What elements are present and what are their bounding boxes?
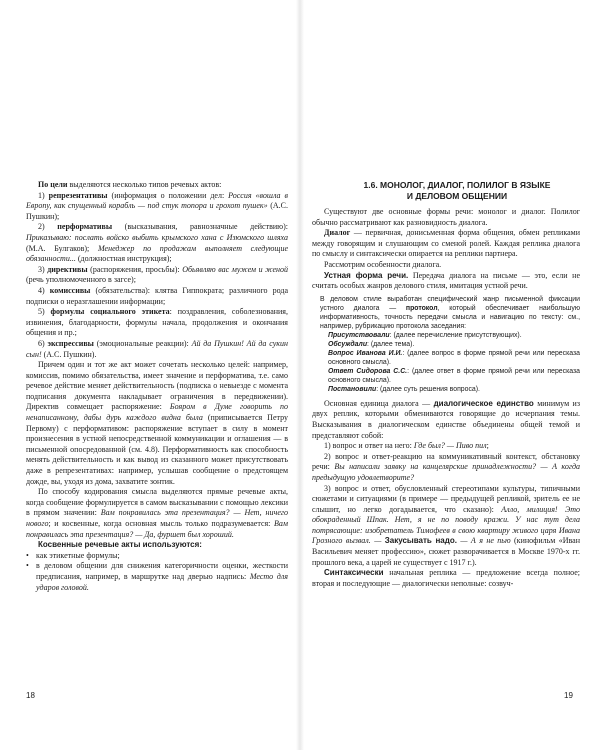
left-page: [26, 180, 288, 593]
indirect-acts-list: [26, 551, 288, 593]
protocol-note: [312, 295, 580, 394]
list-item: • как этикетные формулы;: [26, 551, 288, 562]
list-item-directives: 3) директивы (распоряжения, просьбы): Обьявляю вас мужем и женой (речь уполномоченного в загсе);: [26, 264, 288, 285]
paragraph-forms: Существуют две основные формы речи: монолог и диалог. Полилог обычно рассматривают как разновидность диалога.: [312, 207, 580, 227]
protocol-item: Ответ Сидорова С.С.: (далее ответ в форме прямой речи или пересказа основного смысла).: [328, 367, 580, 384]
list-item-expressives: 6) экспрессивы (эмоциональные реакции): Ай да Пушкин! Ай да сукин сын! (А.С. Пушкин).: [26, 338, 289, 359]
page-number-left: 18: [26, 691, 35, 700]
page-number-right: 19: [564, 691, 573, 700]
paragraph-multiple-goals: Причем один и тот же акт может сочетать несколько целей: например, комиссив, помимо обязательства, имеет значение и перформатива, т.е. само речевое действие меняет действительность (подписка о невыезде с момента подписания документа накладывает ограничения в передвижении). Директив совмещает распоряжение: Бояром в Думе говорить по ненаписанному, дабы дурь каждого видна была (приписывается Петру Первому) с перформативом: распоряжение вступает в силу в момент произнесения в устной непосредственной коммуникации и оглашения — в письменной опосредованной (см. 4.8). Перформативность как способность менять действительность и как вывод из сказанного может присутствовать даже в репрезентативах: например, услышав сообщение о предстоящем дожде, вы, уходя из дома, захватите зонтик.: [26, 360, 289, 486]
types-intro: По цели выделяются несколько типов речевых актов:: [38, 180, 222, 189]
paragraph-coding-method: По способу кодирования смысла выделяются прямые речевые акты, когда сообщение формулируется в самом высказывании с помощью лексики в прямом значении: Вам понравилась эта презентация? — Нет, ничего нового; и косвенные, когда основная мысль только подразумевается: Вам понравилась эта презентация? — Да, фуршет был хороший.: [26, 487, 288, 539]
list-item-social-etiquette: 5) формулы социального этикета: поздравления, соболезнования, извинения, благодарности, формулы начала, продолжения и окончания общения и пр.;: [26, 307, 288, 338]
book-gutter: [296, 0, 304, 750]
dialog-type-2: 2) вопрос и ответ-реакцию на коммуникативный контекст, обстановку речи: Вы написали заявку на канцелярские принадлежности? — А когда предыдущую удовлетворите?: [312, 451, 580, 482]
section-heading: 1.6. МОНОЛОГ, ДИАЛОГ, ПОЛИЛОГ В ЯЗЫКЕ И ДЕЛОВОМ ОБЩЕНИИ: [363, 180, 551, 201]
dialog-type-3: 3) вопрос и ответ, обусловленный стереотипами культуры, типичными сюжетами и ситуациями (в примере — предыдущей репликой, зритель ее не слышит, но легко догадывается, что сказано): Алло, милиция! Это обокраденный Шпак. Нет, я не по поводу кражи. У нас тут дела потрясающие: изобретатель Тимофеев в свою квартиру живого царя Ивана Грозного вызвал. — Закусывать надо. — А я не пью (кинофильм «Иван Васильевич меняет профессию», сюжет разворачивается в Москве 1970-х гг. прошлого века, а царей не существует с 1917 г.).: [312, 483, 580, 567]
protocol-item: Постановили: (далее суть решения вопроса).: [328, 385, 480, 393]
paragraph-oral-form: Устная форма речи. Передача диалога на письме — это, если не считать особых жанров делового стиля, имитация устной речи.: [312, 270, 581, 291]
protocol-item: Обсуждали: (далее тема).: [328, 340, 415, 348]
list-item-commissives: 4) комиссивы (обязательства): клятва Гиппократа; различного рода подписки о неразглашении информации;: [26, 285, 288, 306]
paragraph-features: Рассмотрим особенности диалога.: [324, 259, 442, 269]
indirect-acts-heading: Косвенные речевые акты используются:: [38, 540, 202, 550]
paragraph-syntax: Синтаксически начальная реплика — предложение всегда полное; вторая и последующие — диалогически неполные: созвуч-: [312, 568, 580, 588]
paragraph-dialog-unit: Основная единица диалога — диалогическое единство минимум из двух реплик, которыми обмениваются говорящие до исчерпания темы. Высказывания в диалогическом единстве объединены общей темой и представляют собой:: [312, 398, 581, 440]
list-item: • в деловом общении для снижения категоричности оценки, жесткости предписания, например, в маршрутке над дверью надпись: Место для ударов головой.: [26, 561, 288, 593]
list-item-representatives: 1) репрезентативы (информация о положении дел: Россия «вошла в Европу, как спущенный корабль — под стук топора и грохот пушек» (А.С. Пушкин);: [26, 190, 288, 221]
paragraph-dialog-definition: Диалог — первичная, донисьменная форма общения, обмен репликами между говорящим и слушающим со сменой ролей. Каждая реплика диалога по смыслу и синтаксически опирается на реплики партнера.: [312, 228, 580, 259]
list-item-performatives: 2) перформативы (высказывания, равнозначные действию): Приказываю: послать войско выбить крымского хана с Изюмского шляха (М.А. Булгаков); Менеджер по продажам выполняет следующие обязанности... (должностная инструкция);: [26, 222, 288, 264]
protocol-intro: В деловом стиле выработан специфический жанр письменной фиксации устного диалога — протокол, который обеспечивает наибольшую информативность, точность передачи смысла и навигацию по тексту: см., например, рубрикацию протокола заседания:: [320, 295, 580, 330]
right-page: [312, 180, 580, 589]
dialog-type-1: 1) вопрос и ответ на него: Где был? — Пиво пил;: [324, 441, 489, 451]
protocol-item: Присутствовали: (далее перечисление присутствующих).: [328, 331, 522, 339]
protocol-item: Вопрос Иванова И.И.: (далее вопрос в форме прямой речи или пересказа основного смысла).: [328, 349, 580, 366]
